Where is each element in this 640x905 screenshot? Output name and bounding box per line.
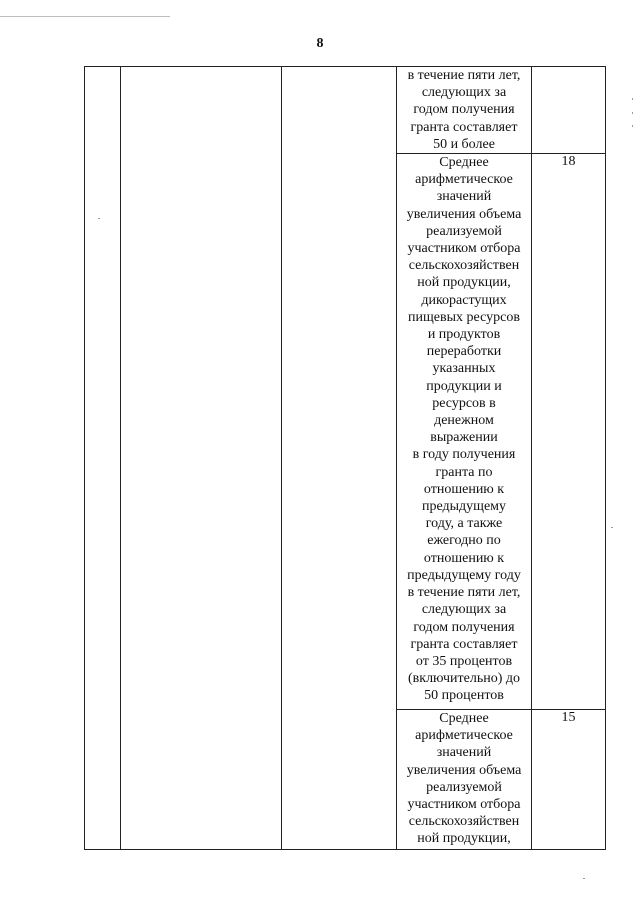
criterion-line: дикорастущих bbox=[421, 292, 507, 308]
criterion-line: следующих за bbox=[421, 85, 507, 101]
criterion-line: в течение пяти лет, bbox=[407, 68, 521, 83]
criterion-line: арифметическое bbox=[415, 728, 513, 744]
criterion-line: и продуктов bbox=[427, 327, 501, 343]
page-number: 8 bbox=[316, 36, 324, 51]
criterion-line: году, а также bbox=[425, 516, 503, 532]
criterion-line: продукции и bbox=[426, 378, 502, 394]
criterion-line: ресурсов в bbox=[432, 395, 496, 411]
criterion-line: указанных bbox=[432, 361, 496, 377]
criterion-line: значений bbox=[436, 189, 492, 205]
criterion-line: гранта составляет bbox=[410, 119, 518, 135]
criterion-line: сельскохозяйствен bbox=[408, 814, 520, 830]
criterion-line: отношению к bbox=[423, 481, 505, 497]
criterion-line: сельскохозяйствен bbox=[408, 258, 520, 274]
criterion-line: реализуемой bbox=[426, 223, 502, 239]
scan-edge-mark bbox=[0, 0, 170, 17]
scan-speck bbox=[632, 98, 633, 100]
scan-speck bbox=[632, 125, 633, 127]
criterion-line: пищевых ресурсов bbox=[408, 309, 520, 325]
table-row bbox=[85, 67, 606, 154]
col-indicator-cell bbox=[282, 67, 397, 850]
criterion-line: 50 и более bbox=[433, 136, 495, 152]
scan-speck bbox=[632, 112, 633, 114]
criterion-cell bbox=[397, 154, 532, 710]
criterion-line: значений bbox=[436, 745, 492, 761]
criterion-line: от 35 процентов bbox=[415, 653, 513, 669]
criterion-line: в году получения bbox=[412, 447, 516, 463]
criterion-line: годом получения bbox=[413, 619, 515, 635]
criterion-line: 50 процентов bbox=[424, 688, 504, 704]
scan-speck bbox=[583, 878, 585, 879]
score-cell: 18 bbox=[532, 154, 606, 710]
criterion-line: годом получения bbox=[413, 102, 515, 118]
criterion-line: ной продукции, bbox=[417, 275, 511, 291]
criterion-line: в течение пяти лет, bbox=[407, 585, 521, 601]
criterion-line: денежном bbox=[434, 413, 494, 429]
scan-speck bbox=[611, 527, 613, 528]
col-name-cell bbox=[121, 67, 282, 850]
criterion-line: увеличения объема bbox=[406, 206, 522, 222]
criterion-line: выражении bbox=[430, 430, 498, 446]
criterion-cell bbox=[397, 67, 532, 154]
criteria-table bbox=[84, 66, 606, 850]
criterion-line: реализуемой bbox=[426, 779, 502, 795]
criterion-line: гранта по bbox=[435, 464, 493, 480]
criterion-line: арифметическое bbox=[415, 172, 513, 188]
criterion-cell bbox=[397, 710, 532, 850]
criterion-line: отношению к bbox=[423, 550, 505, 566]
score-cell bbox=[532, 67, 606, 154]
criterion-line: ной продукции, bbox=[417, 831, 511, 847]
criterion-line: ежегодно по bbox=[427, 533, 501, 549]
criterion-line: предыдущему bbox=[421, 499, 507, 515]
scan-speck bbox=[98, 218, 100, 219]
criterion-line: Среднее bbox=[439, 155, 489, 171]
score-cell: 15 bbox=[532, 710, 606, 850]
criterion-line: гранта составляет bbox=[410, 636, 518, 652]
criterion-line: участником отбора bbox=[407, 797, 521, 813]
criterion-line: предыдущему году bbox=[407, 567, 521, 583]
criterion-line: увеличения объема bbox=[406, 762, 522, 778]
criterion-line: (включительно) до bbox=[408, 671, 520, 687]
col-number-cell bbox=[85, 67, 121, 850]
criterion-line: следующих за bbox=[421, 602, 507, 618]
criterion-line: переработки bbox=[426, 344, 502, 360]
criterion-line: Среднее bbox=[439, 711, 489, 727]
criterion-line: участником отбора bbox=[407, 241, 521, 257]
